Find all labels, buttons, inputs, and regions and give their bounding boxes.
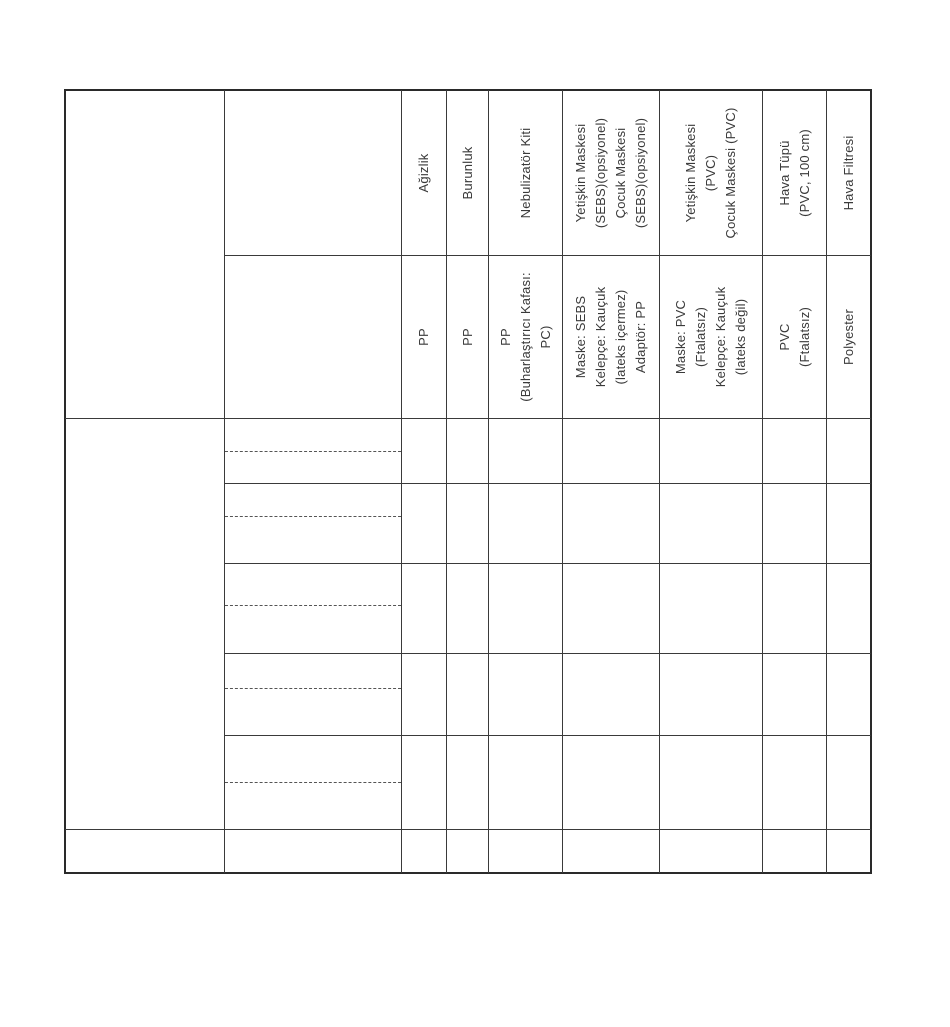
dashed-divider (225, 688, 401, 689)
header-mask-sebs (563, 91, 659, 255)
component-name-air-filter: Hava Filtresi (840, 135, 856, 211)
material-air-tube: PVC (Ftalatsız) (776, 307, 812, 367)
dashed-divider (225, 782, 401, 783)
header-mask-pvc (660, 91, 762, 255)
header-nosepiece (447, 91, 488, 255)
material-cell-air-tube (763, 256, 826, 418)
material-cell-mask-sebs (563, 256, 659, 418)
material-mask-pvc: Maske: PVC (Ftalatsız) Kelepçe: Kauçuk (lateks değil) (673, 286, 748, 388)
component-name-nebulizer-kit: Nebulizatör Kiti (517, 127, 533, 219)
material-cell-mask-pvc (660, 256, 762, 418)
material-air-filter: Polyester (840, 309, 856, 365)
row-divider (224, 563, 871, 564)
component-name-mouthpiece: Ağizlik (416, 153, 431, 193)
material-cell-mouthpiece (402, 256, 446, 418)
row-divider (224, 653, 871, 654)
dashed-divider (225, 516, 401, 517)
row-divider (65, 418, 871, 419)
material-cell-air-filter (827, 256, 870, 418)
dashed-divider (225, 605, 401, 606)
material-mouthpiece: PP (416, 328, 431, 346)
header-nebulizer-kit (489, 91, 562, 255)
component-name-air-tube: Hava Tüpü (PVC, 100 cm) (776, 129, 812, 217)
material-nebulizer-kit: PP (Buharlaştırıcı Kafası: PC) (497, 272, 553, 402)
dashed-divider (225, 451, 401, 452)
row-divider (224, 735, 871, 736)
material-cell-nosepiece (447, 256, 488, 418)
table-border-right (870, 89, 872, 874)
component-name-mask-pvc: Yetişkin Maskesi (PVC) Çocuk Maskesi (PVC) (683, 107, 738, 239)
row-divider (224, 483, 871, 484)
material-cell-nebulizer-kit (489, 256, 562, 418)
component-name-nosepiece: Burunluk (459, 146, 475, 200)
row-divider (65, 829, 871, 830)
col-divider (224, 90, 225, 873)
component-name-mask-sebs: Yetişkin Maskesi (SEBS)(opsiyonel) Çocuk Maskesi (SEBS)(opsiyonel) (573, 117, 648, 229)
header-air-filter (827, 91, 870, 255)
table-border-left (64, 89, 66, 874)
header-mouthpiece (402, 91, 446, 255)
material-nosepiece: PP (459, 328, 475, 346)
header-air-tube (763, 91, 826, 255)
table-border-bottom (64, 872, 872, 874)
material-mask-sebs: Maske: SEBS Kelepçe: Kauçuk (lateks içermez) Adaptör: PP (573, 286, 648, 388)
